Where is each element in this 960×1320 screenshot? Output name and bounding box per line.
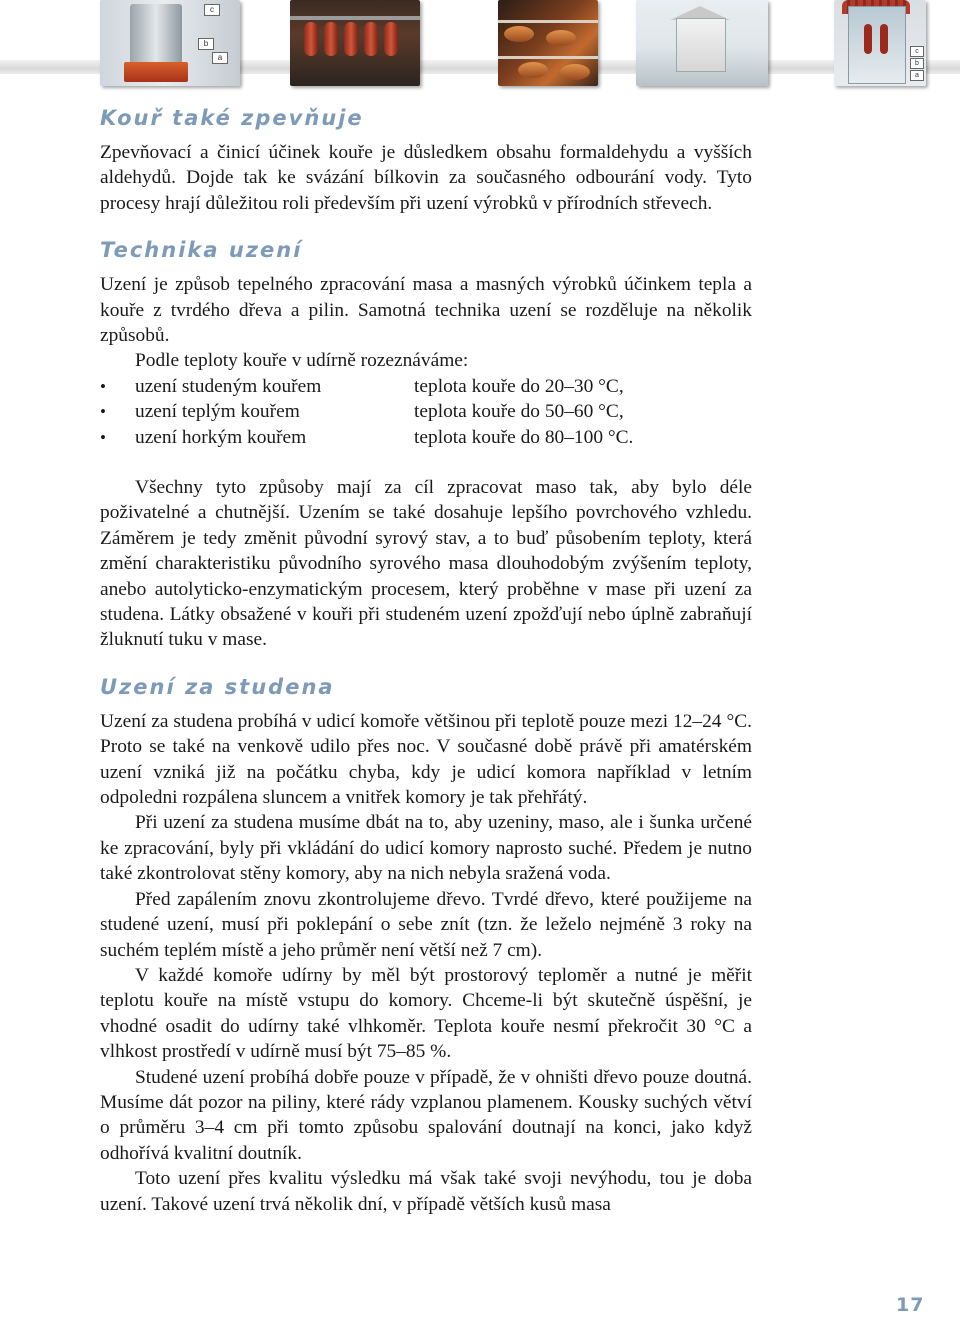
- hanging-meat-shape: [880, 24, 888, 54]
- method-temperature: teplota kouře do 50–60 °C,: [414, 401, 624, 423]
- header-photo-strip: [0, 0, 960, 90]
- body-paragraph: Zpevňovací a činicí účinek kouře je důsledkem obsahu formaldehydu a vyšších aldehydů. Dojde tak ke svázání bílkovin za současného odbourání vody. Tyto procesy hrají důležitou roli především při uzení výrobků v přírodních střevech.: [100, 142, 752, 214]
- list-intro: Podle teploty kouře v udírně rozeznáváme:: [135, 350, 469, 372]
- skewer-shape: [498, 20, 598, 23]
- smokehouse-walls-shape: [848, 6, 906, 84]
- hanging-meat-shape: [864, 24, 872, 54]
- method-temperature: teplota kouře do 20–30 °C,: [414, 375, 624, 397]
- diagram-label-b: b: [198, 38, 214, 50]
- diagram-label-b: b: [910, 58, 924, 69]
- list-item: [100, 425, 752, 450]
- bullet-icon: [100, 399, 110, 424]
- fish-shape: [518, 62, 548, 78]
- method-name: uzení studeným kouřem: [135, 375, 322, 397]
- fish-shape: [504, 26, 534, 42]
- section-heading: Uzení za studena: [100, 674, 335, 699]
- article-body: [100, 104, 752, 1217]
- sausage-shape: [304, 22, 318, 56]
- garden-smokehouse-photo: [636, 0, 768, 86]
- bullet-icon: [100, 425, 110, 450]
- section-heading: Technika uzení: [100, 238, 303, 263]
- skewer-shape: [498, 56, 598, 59]
- sausage-shape: [384, 22, 398, 56]
- sausage-shape: [344, 22, 358, 56]
- diagram-label-c: c: [910, 46, 924, 57]
- smoked-fish-photo: [498, 0, 598, 86]
- firebox-shape: [124, 62, 188, 82]
- body-paragraph: Všechny tyto způsoby mají za cíl zpracovat maso tak, aby bylo déle poživatelné a chutnější. Uzením se také dosahuje lepšího povrchového vzhledu. Záměrem je tedy změnit původní syrový stav, a to buď působením teploty, která změní charakteristiku původního syrového masa dlouhodobým zvýšením teploty, anebo autolyticko-enzymatickým procesem, který proběhne v mase při uzení za studena. Látky obsažené v kouři při studeném uzení zpožďují nebo úplně zabraňují žluknutí tuku v mase.: [100, 477, 752, 651]
- smoking-rod-shape: [290, 16, 420, 20]
- body-paragraph: V každé komoře udírny by měl být prostorový teploměr a nutné je měřit teplotu kouře na místě vstupu do komory. Chceme-li být skutečně úspěšní, je vhodné osadit do udírny také vlhkoměr. Teplota kouře nesmí překročit 30 °C a vlhkost prostředí v udírně musí být 75–85 %.: [100, 964, 752, 1063]
- body-paragraph: Před zapálením znovu zkontrolujeme dřevo. Tvrdé dřevo, které použijeme na studené uzení, musí při poklepání o sebe znít (tzn. že leželo nejméně 3 roky na suchém teplém místě a jeho průměr není větší než 7 cm).: [100, 888, 752, 961]
- body-paragraph: Při uzení za studena musíme dbát na to, aby uzeniny, maso, ale i šunka určené ke zpracování, byly při vkládání do udicí komory naprosto suché. Předem je nutno také zkontrolovat stěny komory, aby na nich nebyla sražená voda.: [100, 812, 752, 885]
- method-name: uzení horkým kouřem: [135, 426, 307, 448]
- diagram-label-c: c: [204, 4, 220, 16]
- diagram-label-a: a: [212, 52, 228, 64]
- body-paragraph: Toto uzení přes kvalitu výsledku má však také svoji nevýhodu, tou je doba uzení. Takové uzení trvá několik dní, v případě větších kusů masa: [100, 1168, 752, 1215]
- list-item: [100, 399, 752, 424]
- list-item: [100, 374, 752, 399]
- section-heading: Kouř také zpevňuje: [100, 106, 364, 130]
- sausage-shape: [324, 22, 338, 56]
- body-paragraph: Studené uzení probíhá dobře pouze v případě, že v ohništi dřevo pouze doutná. Musíme dát pozor na piliny, které rády vzplanou plamenem. Kousky suchých větví o průměru 3–4 cm při tomto způsobu spalování doutnají na konci, jako když odhořívá kvalitní doutník.: [100, 1066, 752, 1164]
- method-temperature: teplota kouře do 80–100 °C.: [414, 426, 634, 448]
- smokehouse-building-shape: [676, 18, 726, 72]
- smokehouse-diagram-photo: [100, 0, 240, 86]
- body-paragraph: Uzení je způsob tepelného zpracování masa a masných výrobků účinkem tepla a kouře z tvrdého dřeva a pilin. Samotná technika uzení se rozděluje na několik způsobů.: [100, 274, 752, 347]
- method-name: uzení teplým kouřem: [135, 401, 300, 423]
- fish-shape: [546, 30, 576, 46]
- page-number: 17: [896, 1294, 925, 1316]
- fish-shape: [560, 64, 590, 80]
- hanging-sausages-photo: [290, 0, 420, 86]
- bullet-icon: [100, 374, 110, 399]
- smoking-methods-list: [100, 374, 752, 450]
- smokehouse-cross-section-photo: [834, 0, 926, 86]
- sausage-shape: [364, 22, 378, 56]
- body-paragraph: Uzení za studena probíhá v udicí komoře většinou při teplotě pouze mezi 12–24 °C. Proto se také na venkově udilo přes noc. V současné době právě při amatérském uzení vzniká již na počátku chyba, kdy je udicí komora například v letním odpoledni rozpálena sluncem a vnitřek komory je tak přehřátý.: [100, 710, 752, 809]
- diagram-label-a: a: [910, 70, 924, 81]
